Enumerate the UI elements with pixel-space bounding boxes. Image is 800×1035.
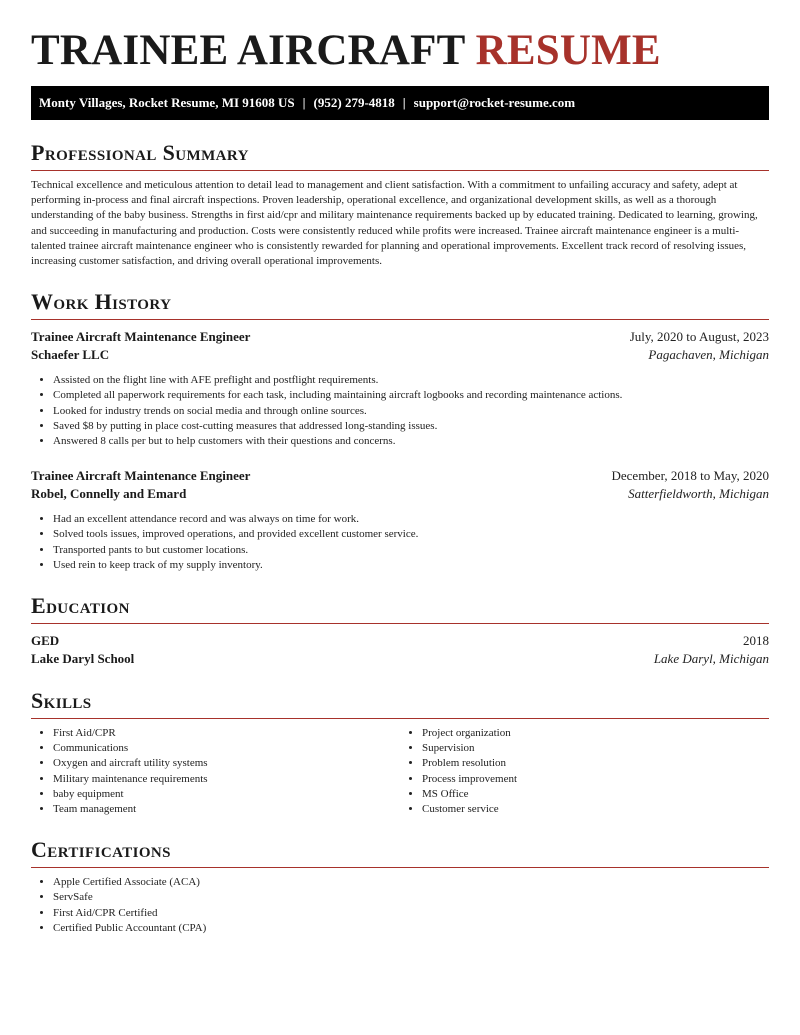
- list-item: • Supervision: [422, 741, 769, 756]
- education-entry: [31, 632, 769, 668]
- list-item: • Problem resolution: [422, 756, 769, 771]
- job-location: Satterfieldworth, Michigan: [628, 486, 769, 502]
- job-title: Trainee Aircraft Maintenance Engineer: [31, 329, 251, 345]
- list-item: • Oxygen and aircraft utility systems: [53, 756, 400, 771]
- job-company: Robel, Connelly and Emard: [31, 486, 187, 502]
- list-item: • Solved tools issues, improved operations, and provided excellent customer service.: [53, 527, 769, 542]
- skills-columns: [31, 726, 769, 817]
- education-heading: Education: [31, 593, 769, 624]
- title-main: TRAINEE AIRCRAFT: [31, 27, 465, 74]
- job-entry: [31, 328, 769, 449]
- contact-bar: [31, 86, 769, 120]
- list-item: • Customer service: [422, 802, 769, 817]
- education-school: Lake Daryl School: [31, 651, 135, 667]
- contact-separator: |: [302, 95, 306, 110]
- list-item: • Used rein to keep track of my supply inventory.: [53, 558, 769, 573]
- list-item: • Process improvement: [422, 772, 769, 787]
- list-item: • First Aid/CPR Certified: [53, 906, 769, 921]
- resume-title: [31, 0, 769, 78]
- list-item: • Certified Public Accountant (CPA): [53, 921, 769, 936]
- list-item: • baby equipment: [53, 787, 400, 802]
- job-dates: December, 2018 to May, 2020: [611, 468, 769, 484]
- list-item: • Military maintenance requirements: [53, 772, 400, 787]
- skills-list-left: [31, 726, 400, 817]
- education-year: 2018: [743, 633, 769, 649]
- certifications-heading: Certifications: [31, 837, 769, 868]
- contact-separator: |: [402, 95, 406, 110]
- job-entry: [31, 467, 769, 573]
- list-item: • Transported pants to but customer locations.: [53, 543, 769, 558]
- job-duties-list: [31, 373, 769, 449]
- list-item: • MS Office: [422, 787, 769, 802]
- list-item: • Project organization: [422, 726, 769, 741]
- skills-list-right: [400, 726, 769, 817]
- job-location: Pagachaven, Michigan: [648, 347, 769, 363]
- list-item: • Completed all paperwork requirements for each task, including maintaining aircraft logbooks and recording maintenance actions.: [53, 388, 769, 403]
- list-item: • Saved $8 by putting in place cost-cutting measures that addressed long-standing issues.: [53, 419, 769, 434]
- list-item: • Answered 8 calls per but to help customers with their questions and concerns.: [53, 434, 769, 449]
- education-degree: GED: [31, 633, 60, 649]
- job-company: Schaefer LLC: [31, 347, 110, 363]
- title-accent: RESUME: [475, 27, 661, 74]
- job-duties-list: [31, 512, 769, 573]
- job-dates: July, 2020 to August, 2023: [629, 329, 769, 345]
- list-item: • ServSafe: [53, 890, 769, 905]
- list-item: • Assisted on the flight line with AFE preflight and postflight requirements.: [53, 373, 769, 388]
- education-location: Lake Daryl, Michigan: [653, 651, 769, 667]
- list-item: • Team management: [53, 802, 400, 817]
- job-title: Trainee Aircraft Maintenance Engineer: [31, 468, 251, 484]
- list-item: • Had an excellent attendance record and was always on time for work.: [53, 512, 769, 527]
- skills-heading: Skills: [31, 688, 769, 719]
- list-item: • First Aid/CPR: [53, 726, 400, 741]
- list-item: • Looked for industry trends on social media and through online sources.: [53, 404, 769, 419]
- summary-heading: Professional Summary: [31, 140, 769, 171]
- contact-address: Monty Villages, Rocket Resume, MI 91608 US: [39, 95, 295, 110]
- work-history-heading: Work History: [31, 289, 769, 320]
- certifications-list: [31, 875, 769, 936]
- list-item: • Apple Certified Associate (ACA): [53, 875, 769, 890]
- contact-phone: (952) 279-4818: [313, 95, 395, 110]
- summary-text: Technical excellence and meticulous attention to detail lead to management and client satisfaction. With a commitment to unfailing accuracy and safety, adept at performing in-process and final aircraft inspections. Proven leadership, operational excellence, and organizational development skills, as well as a thorough understanding of the baby business. Strengths in first aid/cpr and military maintenance requirements backed up by educated training. Dedicated to learning, growing, and succeeding in manufacturing and production. Costs were consistently reduced while profits were increased. Trainee aircraft maintenance engineer is a multi-talented trainee aircraft maintenance engineer who is consistently rewarded for planning and operational improvements. Excellent track record of resolving issues, increasing customer satisfaction, and driving overall operational improvements.: [31, 179, 758, 268]
- list-item: • Communications: [53, 741, 400, 756]
- contact-email: support@rocket-resume.com: [413, 95, 576, 110]
